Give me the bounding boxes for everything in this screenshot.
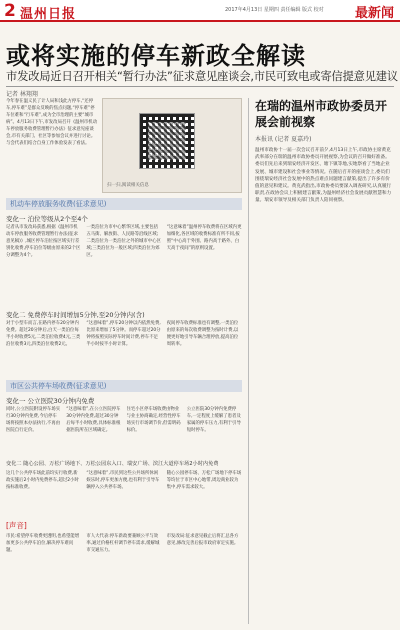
section2-column-2: “这意味着”,在公立医院停车30分钟内免费,超过30分钟后每半小时收费,具体标准根据医院所在区域确定。 (66, 407, 121, 433)
section1-column-1: 记者从市发改局获悉,根据《温州市机动车停放服务收费管理暂行办法(征求意见稿)》,城区停车泊位按区域实行差别化收费,停车泊位等级由原来的2个区分调整为4个。 (6, 225, 81, 258)
voices-title: [声音] (6, 521, 27, 530)
section2-columns-b (6, 470, 242, 518)
sidebar-title: 在瑞的温州市政协委员开展会前视察 (255, 99, 388, 129)
voices-column-1: 市民:希望停车收费更透明,也希望能增加更多公共停车泊位,解决停车难问题。 (6, 534, 80, 553)
subheadline: 市发改局近日召开相关“暂行办法”征求意见座谈会,市民可致电或寄信提意见建议 (6, 70, 398, 83)
section1-column-6: 夜间停车收费标准也有调整,一类泊位由原来的每次收费调整为按时计费,以便更好地引导车辆合理停放,提高泊位周转率。 (166, 321, 239, 347)
byline: 记者 林翔翔 (6, 91, 38, 98)
newspaper-name: 温州日报 (20, 7, 77, 22)
divider (6, 86, 394, 87)
lead-paragraph: 今年春在温义民了计人局和浅此方停车,“还停车,停车难”是群众反映的焦点问题,“停车难”停车位难和“行车难”,成为全市治理的主要“城市病”。4月13日下午,市发改局召开《温州市机动车停放服务收费管理暂行办法》征求意见座谈会,市有关部门、社区等参加会议并进行讨论。与会代表们结合自身工作体验发表了看法。 (6, 99, 98, 146)
section2-column-1: 同时,公立医院附设停车场实行30分钟内免费,今后停车场将按照本办法执行,不再由医院自行定价。 (6, 407, 61, 433)
voices-column-3: 市发改局:征求意见截止后将汇总各方意见,修改完善后报市政府审定实施。 (166, 534, 239, 546)
section2-column-7: 随心公园停车场、万松广场地下停车场等均位于市区中心地带,周边商业较为集中,停车需求较大。 (166, 471, 242, 490)
section1-columns-b (6, 320, 242, 376)
qr-code-box (102, 98, 242, 193)
headline: 或将实施的停车新政全解读 (6, 42, 306, 70)
section-bar-parking-fees: 机动车停放服务收费(征求意见) (6, 198, 242, 210)
section1-column-5: “这意味着”,停车20分钟以内依然免费,比原来增加了5分钟。而停车超过20分钟将按照实际停车时间计费,停车不足半小时按半小时计算。 (86, 321, 161, 347)
masthead (0, 0, 400, 22)
section1-column-3: “这意味着”温州停车收费将在区域内更加细化,各区域的收费标准有所不同,按照“中心高于外围、路内高于路外、白天高于夜间”的原则设置。 (166, 225, 242, 251)
parks-free-heading: 变化二 随心公园、万松广场地下、万松公园东入口、瑞安广场、滨江大道停车场2小时内免费 (6, 461, 219, 467)
section2-column-4: 公立医院30分钟内免费停车,一定程度上缓解了患者及家属的停车压力,有利于引导短时停车。 (186, 407, 241, 433)
voices-columns (6, 533, 242, 623)
qr-caption: 扫一扫,阅读相关信息 (107, 183, 149, 188)
section1-columns (6, 224, 242, 306)
section1-column-2: 一类泊位为市中心繁华区域,主要包括五马街、解放街、人民路等沿线区域;二类泊位为一类泊位之外的城市中心区域;三类泊位为一般区域;四类泊位为郊区。 (86, 225, 161, 258)
section2-column-5: 这几个公共停车场此前均实行收费,新政实施后2小时内免费停车,超过2小时按标准收费。 (6, 471, 79, 490)
voices-section (6, 520, 242, 624)
sidebar-article (248, 98, 394, 624)
section2-column-6: “这意味着”,市民到这些公共场所休闲娱乐时,停车更加方便,也有利于引导车辆停入公共停车场。 (86, 471, 160, 490)
section1-column-4: 对于小型车而言,在路内停车20分钟内免费。超过20分钟后,白天一类泊位每半小时收费5元,二类泊位收费4元,三类泊位收费3元,四类泊位收费2元。 (6, 321, 81, 347)
sidebar-body: 温州市政协十一届一次会议召开前夕,4月13日上午,市政协主席黄克武率部分在瑞的温州市政协委员开展视察,为会议的召开做好准备。委员们先后来到瑞安经济开发区、塘下镇等地,实地察看了当地企业发展、城市建设和社会事业等情况。在随后召开的座谈会上,委员们围绕瑞安经济社会发展中的热点难点问题建言献策,提出了许多有价值的意见和建议。黄克武指出,市政协委员要深入调查研究,认真履行职责,在政协会议上积极建言献策,为温州经济社会发展贡献智慧和力量。瑞安市领导及相关部门负责人陪同视察。 (255, 148, 392, 204)
hospital-free-heading: 变化一 公立医院30分钟内免费 (6, 397, 95, 405)
section2-columns (6, 406, 242, 456)
qr-code-icon[interactable] (139, 113, 195, 169)
change-two-heading: 变化二 免费停车时间增加5分钟,至20分钟内(含) (6, 311, 145, 319)
section-bar-public-parking: 市区公共停车场收费(征求意见) (6, 380, 242, 392)
voices-column-2: 市人大代表:停车新政要兼顾公平与效率,通过价格杠杆调节停车需求,缓解城市交通压力。 (86, 534, 160, 553)
change-one-heading: 变化一 泊位等级从2个至4个 (6, 215, 88, 223)
sidebar-byline: 本报讯 (记者 夏嘉玲) (255, 136, 312, 143)
section2-column-3: 住宅小区停车场收费由物业与业主协商确定,经营性停车场实行市场调节价,但需明码标价。 (126, 407, 181, 433)
page-number: 2 (4, 1, 16, 21)
date-line: 2017年4月13日 星期四 责任编辑 版式 校对 (225, 7, 324, 13)
column-name: 最新闻 (354, 6, 394, 21)
